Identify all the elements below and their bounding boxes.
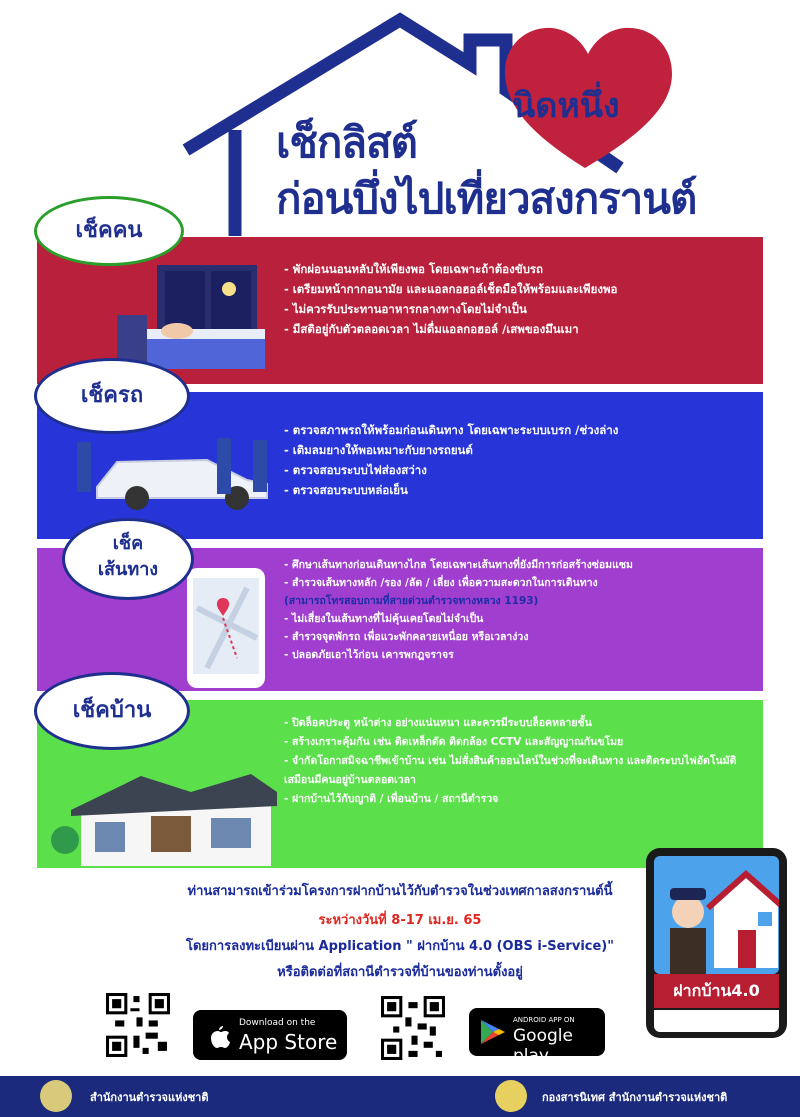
info-line-3: โดยการลงทะเบียนผ่าน Application " ฝากบ้าน 4.0 (OBS i-Service)" bbox=[185, 939, 615, 954]
list-item: - สำรวจเส้นทางหลัก /รอง /ลัด / เลี่ยง เพื่อความสะดวกในการเดินทาง bbox=[284, 577, 598, 589]
googleplay-big-text: Google play bbox=[513, 1026, 573, 1066]
info-line-4: หรือติดต่อที่สถานีตำรวจที่บ้านของท่านตั้งอยู่ bbox=[277, 965, 523, 980]
label-person: เช็คคน bbox=[34, 196, 184, 266]
app-card bbox=[646, 848, 787, 1038]
footer bbox=[0, 1076, 800, 1117]
list-item: - ตรวจสภาพรถให้พร้อมก่อนเดินทาง โดยเฉพาะระบบเบรก /ช่วงล่าง bbox=[284, 423, 619, 437]
list-item: - มีสติอยู่กับตัวตลอดเวลา ไม่ดื่มแอลกอฮอล์ /เสพของมึนเมา bbox=[284, 322, 579, 336]
label-home: เช็คบ้าน bbox=[34, 672, 190, 750]
route-checklist bbox=[284, 556, 754, 664]
appstore-badge[interactable] bbox=[193, 1010, 347, 1060]
police-emblem-icon bbox=[40, 1080, 72, 1112]
list-item: - พักผ่อนนอนหลับให้เพียงพอ โดยเฉพาะถ้าต้องขับรถ bbox=[284, 262, 544, 276]
house-illustration bbox=[51, 766, 277, 866]
googleplay-badge[interactable] bbox=[469, 1008, 605, 1066]
label-car: เช็ครถ bbox=[34, 358, 190, 434]
title-line-2: ก่อนบึ่งไปเที่ยวสงกรานต์ bbox=[276, 174, 697, 223]
list-item: - จำกัดโอกาสมิจฉาชีพเข้าบ้าน เช่น ไม่สั่งสินค้าออนไลน์ในช่วงที่จะเดินทาง และติดระบบไฟอัตโนมัติ เสมือนมีคนอยู่บ้านตลอดเวลา bbox=[284, 755, 737, 786]
label-route bbox=[62, 518, 194, 600]
app-card-image bbox=[654, 856, 779, 974]
appstore-big-text: App Store bbox=[239, 1030, 338, 1054]
list-item: - สำรวจจุดพักรถ เพื่อแวะพักคลายเหนื่อย หรือเวลาง่วง bbox=[284, 631, 529, 643]
googleplay-small-text: ANDROID APP ON bbox=[513, 1016, 575, 1024]
car-checklist bbox=[284, 420, 754, 500]
list-item: - เตรียมหน้ากากอนามัย และแอลกอฮอล์เช็ดมือให้พร้อมและเพียงพอ bbox=[284, 282, 618, 296]
map-phone-illustration bbox=[187, 568, 267, 688]
googleplay-icon bbox=[479, 1018, 505, 1046]
app-card-label: ฝากบ้าน4.0 bbox=[654, 974, 779, 1008]
car-repair-illustration bbox=[67, 432, 287, 512]
app-card-bottom bbox=[654, 1010, 779, 1032]
label-route-line2: เส้นทาง bbox=[97, 559, 159, 580]
list-item: (สามารถโทรสอบถามที่สายด่วนตำรวจทางหลวง 1193) bbox=[284, 595, 539, 607]
info-line-1: ท่านสามารถเข้าร่วมโครงการฝากบ้านไว้กับตำรวจในช่วงเทศกาลสงกรานต์นี้ bbox=[187, 884, 613, 899]
appstore-small-text: Download on the bbox=[239, 1018, 316, 1028]
apple-icon bbox=[205, 1020, 231, 1050]
list-item: - ปิดล็อคประตู หน้าต่าง อย่างแน่นหนา และควรมีระบบล็อคหลายชั้น bbox=[284, 717, 592, 729]
list-item: - ไม่ควรรับประทานอาหารกลางทางโดยไม่จำเป็น bbox=[284, 302, 527, 316]
info-line-2: ระหว่างวันที่ 8-17 เม.ย. 65 bbox=[318, 913, 482, 928]
list-item: - เติมลมยางให้พอเหมาะกับยางรถยนต์ bbox=[284, 443, 473, 457]
qr-code-googleplay[interactable] bbox=[381, 996, 445, 1060]
list-item: - ศึกษาเส้นทางก่อนเดินทางไกล โดยเฉพาะเส้นทางที่ยังมีการก่อสร้างซ่อมแซม bbox=[284, 559, 633, 571]
footer-right-text: กองสารนิเทศ สำนักงานตำรวจแห่งชาติ bbox=[542, 1091, 728, 1104]
police-house-illustration bbox=[654, 856, 779, 974]
list-item: - สร้างเกราะคุ้มกัน เช่น ติดเหล็กดัด ติดกล้อง CCTV และสัญญาณกันขโมย bbox=[284, 736, 624, 748]
pr-division-emblem-icon bbox=[495, 1080, 527, 1112]
list-item: - ไม่เสี่ยงในเส้นทางที่ไม่คุ้นเคยโดยไม่จำเป็น bbox=[284, 613, 484, 625]
title-line-1: เช็กลิสต์ bbox=[276, 118, 417, 167]
home-checklist bbox=[284, 714, 754, 809]
heart-text: นิดหนึ่ง bbox=[512, 86, 620, 126]
footer-left-text: สำนักงานตำรวจแห่งชาติ bbox=[90, 1091, 209, 1104]
list-item: - ตรวจสอบระบบไฟส่องสว่าง bbox=[284, 463, 427, 477]
qr-code-appstore[interactable] bbox=[106, 993, 170, 1057]
list-item: - ปลอดภัยเอาไว้ก่อน เคารพกฎจราจร bbox=[284, 649, 454, 661]
bedroom-illustration bbox=[117, 255, 267, 375]
list-item: - ฝากบ้านไว้กับญาติ / เพื่อนบ้าน / สถานีตำรวจ bbox=[284, 793, 499, 805]
label-route-line1: เช็ค bbox=[112, 533, 144, 554]
person-checklist bbox=[284, 259, 754, 339]
list-item: - ตรวจสอบระบบหล่อเย็น bbox=[284, 483, 408, 497]
